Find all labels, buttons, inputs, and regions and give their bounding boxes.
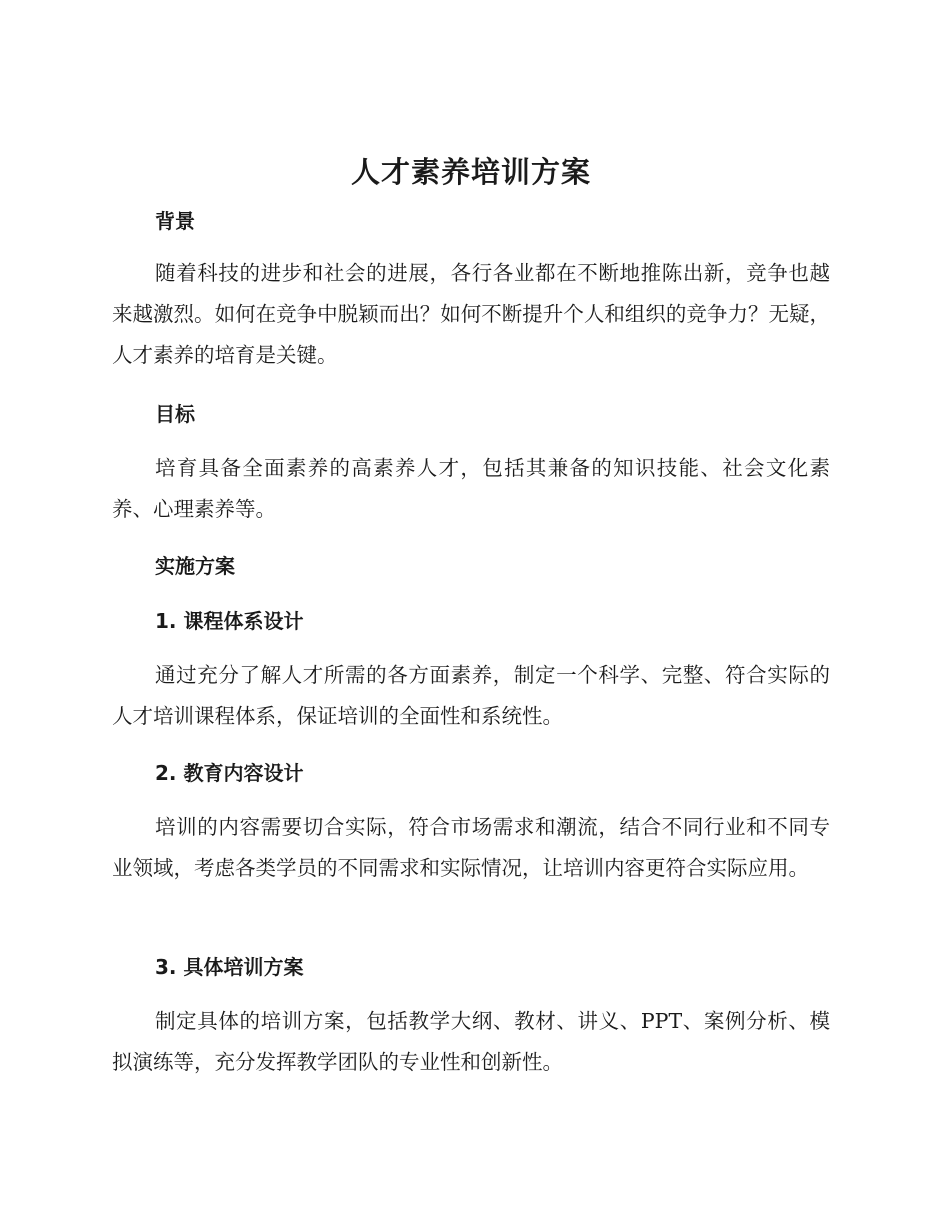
paragraph-specific-plan: 制定具体的培训方案，包括教学大纲、教材、讲义、PPT、案例分析、模拟演练等，充分发挥教学团队的专业性和创新性。 xyxy=(112,1009,830,1074)
heading-background: 背景 xyxy=(155,209,195,233)
paragraph-course-design: 通过充分了解人才所需的各方面素养，制定一个科学、完整、符合实际的人才培训课程体系，保证培训的全面性和系统性。 xyxy=(112,663,830,728)
paragraph-goal: 培育具备全面素养的高素养人才，包括其兼备的知识技能、社会文化素养、心理素养等。 xyxy=(112,456,830,521)
heading-specific-plan: 3. 具体培训方案 xyxy=(155,955,304,979)
heading-content-design: 2. 教育内容设计 xyxy=(155,761,304,785)
heading-course-design: 1. 课程体系设计 xyxy=(155,609,304,633)
document-title: 人才素养培训方案 xyxy=(350,155,591,189)
heading-plan: 实施方案 xyxy=(155,554,235,578)
paragraph-background: 随着科技的进步和社会的进展，各行各业都在不断地推陈出新，竞争也越来越激烈。如何在竞争中脱颖而出？如何不断提升个人和组织的竞争力？无疑，人才素养的培育是关键。 xyxy=(112,261,830,367)
paragraph-content-design: 培训的内容需要切合实际，符合市场需求和潮流，结合不同行业和不同专业领域，考虑各类学员的不同需求和实际情况，让培训内容更符合实际应用。 xyxy=(112,815,830,880)
heading-goal: 目标 xyxy=(155,402,195,426)
